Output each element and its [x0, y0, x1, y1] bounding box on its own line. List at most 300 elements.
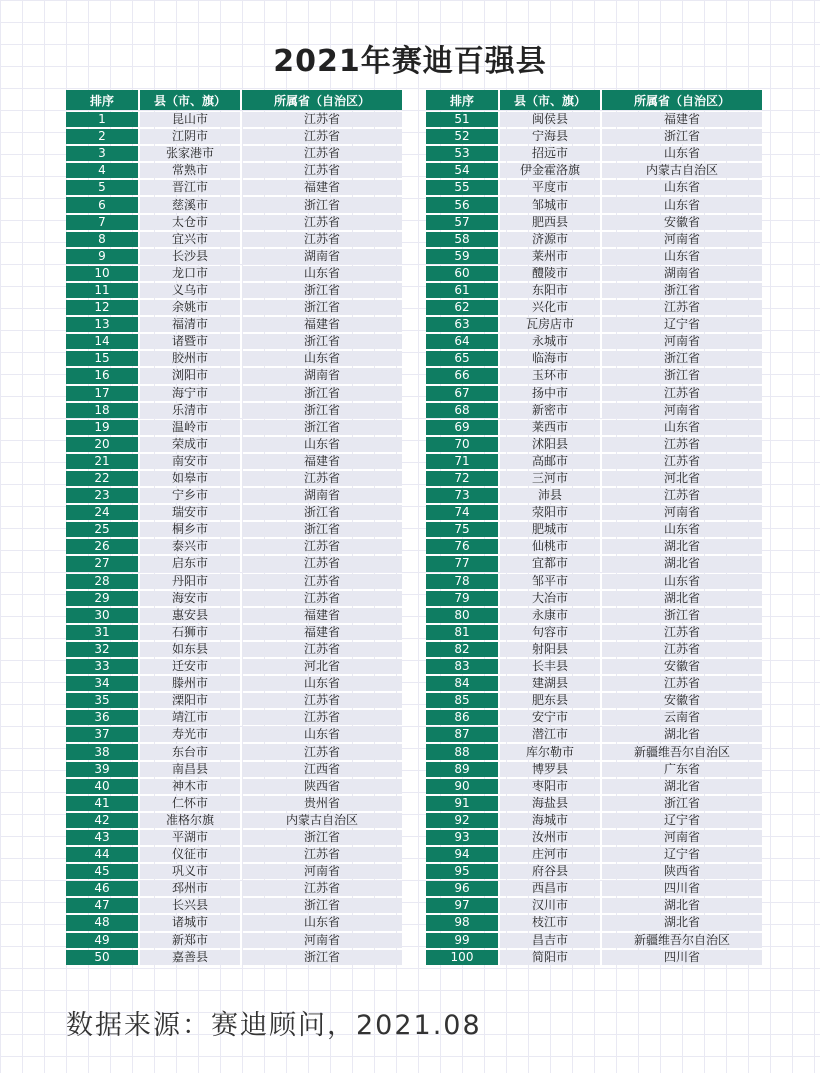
- cell-rank: 17: [66, 386, 138, 401]
- cell-rank: 35: [66, 693, 138, 708]
- cell-rank: 81: [426, 625, 498, 640]
- cell-province: 浙江省: [240, 830, 402, 845]
- cell-county: 闽侯县: [498, 112, 600, 127]
- table-row: [426, 779, 762, 794]
- header-province: 所属省（自治区）: [240, 90, 402, 110]
- cell-province: 河南省: [600, 334, 762, 349]
- cell-rank: 45: [66, 864, 138, 879]
- table-row: [426, 591, 762, 606]
- cell-rank: 89: [426, 762, 498, 777]
- cell-province: 浙江省: [240, 386, 402, 401]
- cell-county: 肥城市: [498, 522, 600, 537]
- ranking-table-right: [426, 88, 762, 967]
- cell-county: 溧阳市: [138, 693, 240, 708]
- header-rank: 排序: [66, 90, 138, 110]
- cell-province: 山东省: [600, 197, 762, 212]
- table-row: [426, 197, 762, 212]
- cell-county: 邹平市: [498, 574, 600, 589]
- cell-province: 福建省: [240, 180, 402, 195]
- cell-county: 宜都市: [498, 556, 600, 571]
- table-row: [426, 386, 762, 401]
- cell-county: 海城市: [498, 813, 600, 828]
- cell-province: 江苏省: [240, 471, 402, 486]
- cell-rank: 88: [426, 744, 498, 759]
- table-row: [426, 163, 762, 178]
- cell-county: 沛县: [498, 488, 600, 503]
- table-row: [426, 625, 762, 640]
- table-row: [426, 488, 762, 503]
- table-row: [426, 180, 762, 195]
- table-row: [66, 591, 402, 606]
- cell-county: 诸暨市: [138, 334, 240, 349]
- cell-province: 江苏省: [600, 454, 762, 469]
- table-row: [66, 403, 402, 418]
- cell-county: 昌吉市: [498, 933, 600, 948]
- cell-county: 常熟市: [138, 163, 240, 178]
- cell-rank: 72: [426, 471, 498, 486]
- cell-rank: 38: [66, 744, 138, 759]
- cell-province: 广东省: [600, 762, 762, 777]
- cell-rank: 49: [66, 933, 138, 948]
- table-row: [66, 642, 402, 657]
- cell-province: 河南省: [240, 864, 402, 879]
- cell-county: 启东市: [138, 556, 240, 571]
- cell-province: 内蒙古自治区: [240, 813, 402, 828]
- table-row: [426, 659, 762, 674]
- cell-rank: 91: [426, 796, 498, 811]
- cell-rank: 95: [426, 864, 498, 879]
- table-row: [66, 386, 402, 401]
- cell-county: 瑞安市: [138, 505, 240, 520]
- table-row: [66, 847, 402, 862]
- cell-province: 山东省: [600, 522, 762, 537]
- cell-province: 福建省: [240, 608, 402, 623]
- cell-county: 海安市: [138, 591, 240, 606]
- table-row: [426, 351, 762, 366]
- cell-rank: 82: [426, 642, 498, 657]
- cell-county: 桐乡市: [138, 522, 240, 537]
- cell-county: 福清市: [138, 317, 240, 332]
- cell-province: 浙江省: [240, 420, 402, 435]
- table-row: [426, 727, 762, 742]
- cell-province: 江苏省: [600, 488, 762, 503]
- cell-county: 新密市: [498, 403, 600, 418]
- cell-county: 泰兴市: [138, 539, 240, 554]
- cell-rank: 13: [66, 317, 138, 332]
- cell-county: 石狮市: [138, 625, 240, 640]
- table-row: [66, 762, 402, 777]
- table-row: [66, 830, 402, 845]
- cell-province: 山东省: [240, 915, 402, 930]
- table-row: [66, 215, 402, 230]
- cell-province: 山东省: [600, 249, 762, 264]
- table-row: [66, 779, 402, 794]
- cell-county: 建湖县: [498, 676, 600, 691]
- cell-province: 河南省: [600, 403, 762, 418]
- cell-county: 枣阳市: [498, 779, 600, 794]
- cell-rank: 19: [66, 420, 138, 435]
- cell-county: 临海市: [498, 351, 600, 366]
- cell-rank: 87: [426, 727, 498, 742]
- cell-province: 河北省: [240, 659, 402, 674]
- table-row: [426, 608, 762, 623]
- cell-rank: 57: [426, 215, 498, 230]
- cell-province: 浙江省: [240, 505, 402, 520]
- table-row: [66, 539, 402, 554]
- cell-rank: 5: [66, 180, 138, 195]
- table-row: [66, 574, 402, 589]
- cell-rank: 22: [66, 471, 138, 486]
- cell-rank: 37: [66, 727, 138, 742]
- cell-rank: 94: [426, 847, 498, 862]
- cell-county: 宁海县: [498, 129, 600, 144]
- cell-province: 辽宁省: [600, 813, 762, 828]
- table-row: [66, 163, 402, 178]
- cell-rank: 65: [426, 351, 498, 366]
- cell-province: 江苏省: [240, 574, 402, 589]
- cell-rank: 54: [426, 163, 498, 178]
- cell-province: 山东省: [240, 727, 402, 742]
- cell-rank: 1: [66, 112, 138, 127]
- cell-rank: 10: [66, 266, 138, 281]
- table-row: [426, 266, 762, 281]
- cell-county: 济源市: [498, 232, 600, 247]
- table-row: [66, 505, 402, 520]
- cell-rank: 69: [426, 420, 498, 435]
- cell-province: 湖南省: [240, 368, 402, 383]
- table-row: [426, 813, 762, 828]
- table-row: [426, 898, 762, 913]
- cell-province: 湖北省: [600, 898, 762, 913]
- cell-county: 乐清市: [138, 403, 240, 418]
- cell-province: 四川省: [600, 881, 762, 896]
- cell-rank: 9: [66, 249, 138, 264]
- cell-rank: 62: [426, 300, 498, 315]
- cell-province: 浙江省: [240, 950, 402, 965]
- cell-rank: 11: [66, 283, 138, 298]
- cell-rank: 83: [426, 659, 498, 674]
- table-row: [66, 898, 402, 913]
- cell-province: 浙江省: [600, 283, 762, 298]
- ranking-table-left: [66, 88, 402, 967]
- cell-rank: 34: [66, 676, 138, 691]
- cell-province: 福建省: [240, 317, 402, 332]
- cell-rank: 58: [426, 232, 498, 247]
- table-row: [66, 232, 402, 247]
- cell-county: 海盐县: [498, 796, 600, 811]
- cell-county: 靖江市: [138, 710, 240, 725]
- cell-county: 如皋市: [138, 471, 240, 486]
- cell-province: 江苏省: [600, 676, 762, 691]
- cell-rank: 39: [66, 762, 138, 777]
- cell-rank: 48: [66, 915, 138, 930]
- cell-county: 东台市: [138, 744, 240, 759]
- cell-county: 庄河市: [498, 847, 600, 862]
- cell-province: 江苏省: [600, 300, 762, 315]
- cell-province: 湖北省: [600, 539, 762, 554]
- cell-province: 河南省: [600, 232, 762, 247]
- cell-county: 南昌县: [138, 762, 240, 777]
- cell-county: 张家港市: [138, 146, 240, 161]
- table-row: [426, 471, 762, 486]
- cell-province: 安徽省: [600, 693, 762, 708]
- table-row: [426, 574, 762, 589]
- cell-county: 兴化市: [498, 300, 600, 315]
- cell-county: 宜兴市: [138, 232, 240, 247]
- table-row: [66, 454, 402, 469]
- cell-county: 仪征市: [138, 847, 240, 862]
- cell-rank: 46: [66, 881, 138, 896]
- cell-county: 嘉善县: [138, 950, 240, 965]
- source-note: 数据来源：赛迪顾问，2021.08: [66, 1010, 482, 1041]
- cell-rank: 61: [426, 283, 498, 298]
- table-row: [66, 334, 402, 349]
- cell-rank: 70: [426, 437, 498, 452]
- table-row: [66, 351, 402, 366]
- cell-county: 滕州市: [138, 676, 240, 691]
- table-row: [426, 642, 762, 657]
- table-row: [426, 454, 762, 469]
- cell-rank: 21: [66, 454, 138, 469]
- table-row: [426, 129, 762, 144]
- table-row: [426, 915, 762, 930]
- cell-rank: 71: [426, 454, 498, 469]
- table-row: [426, 830, 762, 845]
- table-row: [66, 813, 402, 828]
- cell-province: 湖南省: [600, 266, 762, 281]
- cell-province: 陕西省: [600, 864, 762, 879]
- cell-rank: 6: [66, 197, 138, 212]
- cell-county: 潜江市: [498, 727, 600, 742]
- cell-province: 山东省: [240, 351, 402, 366]
- cell-province: 江苏省: [240, 163, 402, 178]
- table-header-row: [66, 90, 402, 110]
- cell-county: 邳州市: [138, 881, 240, 896]
- cell-rank: 15: [66, 351, 138, 366]
- cell-province: 浙江省: [240, 522, 402, 537]
- cell-rank: 85: [426, 693, 498, 708]
- table-row: [426, 215, 762, 230]
- cell-rank: 56: [426, 197, 498, 212]
- cell-county: 宁乡市: [138, 488, 240, 503]
- table-row: [66, 437, 402, 452]
- cell-county: 平湖市: [138, 830, 240, 845]
- cell-county: 射阳县: [498, 642, 600, 657]
- cell-county: 汉川市: [498, 898, 600, 913]
- cell-province: 浙江省: [240, 300, 402, 315]
- cell-rank: 98: [426, 915, 498, 930]
- table-row: [426, 950, 762, 965]
- table-row: [426, 676, 762, 691]
- table-row: [66, 881, 402, 896]
- cell-province: 山东省: [240, 437, 402, 452]
- table-row: [66, 368, 402, 383]
- cell-rank: 25: [66, 522, 138, 537]
- header-province: 所属省（自治区）: [600, 90, 762, 110]
- cell-province: 湖北省: [600, 591, 762, 606]
- table-row: [426, 437, 762, 452]
- cell-rank: 52: [426, 129, 498, 144]
- cell-province: 江苏省: [240, 642, 402, 657]
- table-row: [426, 796, 762, 811]
- cell-rank: 78: [426, 574, 498, 589]
- cell-rank: 26: [66, 539, 138, 554]
- cell-county: 神木市: [138, 779, 240, 794]
- cell-county: 永城市: [498, 334, 600, 349]
- table-row: [66, 693, 402, 708]
- cell-province: 福建省: [240, 454, 402, 469]
- cell-province: 福建省: [240, 625, 402, 640]
- cell-province: 湖北省: [600, 556, 762, 571]
- cell-county: 肥西县: [498, 215, 600, 230]
- table-row: [66, 129, 402, 144]
- cell-rank: 74: [426, 505, 498, 520]
- cell-county: 枝江市: [498, 915, 600, 930]
- cell-province: 湖南省: [240, 488, 402, 503]
- cell-county: 安宁市: [498, 710, 600, 725]
- cell-province: 江苏省: [240, 215, 402, 230]
- table-row: [66, 933, 402, 948]
- cell-province: 江苏省: [240, 710, 402, 725]
- cell-rank: 28: [66, 574, 138, 589]
- table-row: [66, 420, 402, 435]
- cell-rank: 79: [426, 591, 498, 606]
- cell-county: 巩义市: [138, 864, 240, 879]
- cell-county: 胶州市: [138, 351, 240, 366]
- cell-county: 大冶市: [498, 591, 600, 606]
- cell-province: 山东省: [240, 676, 402, 691]
- cell-province: 江苏省: [240, 744, 402, 759]
- cell-county: 扬中市: [498, 386, 600, 401]
- table-row: [426, 864, 762, 879]
- cell-province: 江苏省: [240, 129, 402, 144]
- table-row: [66, 710, 402, 725]
- cell-province: 新疆维吾尔自治区: [600, 933, 762, 948]
- table-row: [66, 197, 402, 212]
- cell-rank: 93: [426, 830, 498, 845]
- cell-rank: 14: [66, 334, 138, 349]
- cell-province: 辽宁省: [600, 847, 762, 862]
- cell-province: 河北省: [600, 471, 762, 486]
- table-row: [426, 368, 762, 383]
- cell-rank: 92: [426, 813, 498, 828]
- table-row: [66, 625, 402, 640]
- table-row: [426, 693, 762, 708]
- table-row: [66, 556, 402, 571]
- table-row: [66, 608, 402, 623]
- cell-province: 江苏省: [600, 625, 762, 640]
- cell-rank: 30: [66, 608, 138, 623]
- cell-rank: 24: [66, 505, 138, 520]
- cell-rank: 55: [426, 180, 498, 195]
- table-row: [426, 881, 762, 896]
- cell-province: 浙江省: [600, 129, 762, 144]
- table-row: [426, 317, 762, 332]
- cell-rank: 27: [66, 556, 138, 571]
- cell-rank: 7: [66, 215, 138, 230]
- cell-province: 江苏省: [240, 556, 402, 571]
- cell-county: 诸城市: [138, 915, 240, 930]
- cell-province: 江苏省: [600, 386, 762, 401]
- table-row: [426, 334, 762, 349]
- cell-county: 义乌市: [138, 283, 240, 298]
- cell-rank: 97: [426, 898, 498, 913]
- cell-province: 浙江省: [600, 368, 762, 383]
- cell-province: 浙江省: [600, 796, 762, 811]
- cell-rank: 64: [426, 334, 498, 349]
- ranking-tables: [66, 88, 762, 967]
- table-row: [426, 762, 762, 777]
- cell-county: 龙口市: [138, 266, 240, 281]
- cell-province: 浙江省: [240, 334, 402, 349]
- cell-county: 三河市: [498, 471, 600, 486]
- table-row: [66, 300, 402, 315]
- cell-county: 新郑市: [138, 933, 240, 948]
- cell-rank: 96: [426, 881, 498, 896]
- table-row: [426, 403, 762, 418]
- cell-province: 江苏省: [240, 146, 402, 161]
- cell-rank: 50: [66, 950, 138, 965]
- cell-county: 伊金霍洛旗: [498, 163, 600, 178]
- cell-rank: 40: [66, 779, 138, 794]
- cell-province: 福建省: [600, 112, 762, 127]
- cell-county: 平度市: [498, 180, 600, 195]
- table-row: [426, 522, 762, 537]
- cell-rank: 66: [426, 368, 498, 383]
- cell-rank: 51: [426, 112, 498, 127]
- table-row: [66, 727, 402, 742]
- cell-province: 山东省: [600, 180, 762, 195]
- cell-county: 永康市: [498, 608, 600, 623]
- table-row: [66, 180, 402, 195]
- cell-rank: 47: [66, 898, 138, 913]
- cell-county: 海宁市: [138, 386, 240, 401]
- table-row: [66, 522, 402, 537]
- table-row: [66, 864, 402, 879]
- cell-county: 浏阳市: [138, 368, 240, 383]
- cell-province: 浙江省: [240, 898, 402, 913]
- cell-county: 沭阳县: [498, 437, 600, 452]
- cell-county: 肥东县: [498, 693, 600, 708]
- table-row: [426, 249, 762, 264]
- cell-county: 西昌市: [498, 881, 600, 896]
- table-row: [426, 232, 762, 247]
- table-row: [66, 471, 402, 486]
- cell-rank: 60: [426, 266, 498, 281]
- table-row: [426, 283, 762, 298]
- cell-rank: 16: [66, 368, 138, 383]
- cell-rank: 43: [66, 830, 138, 845]
- cell-rank: 68: [426, 403, 498, 418]
- cell-province: 江苏省: [240, 847, 402, 862]
- table-row: [66, 146, 402, 161]
- cell-province: 河南省: [600, 505, 762, 520]
- table-row: [66, 249, 402, 264]
- cell-province: 江苏省: [240, 112, 402, 127]
- table-row: [66, 112, 402, 127]
- cell-province: 内蒙古自治区: [600, 163, 762, 178]
- header-county: 县（市、旗）: [138, 90, 240, 110]
- cell-county: 府谷县: [498, 864, 600, 879]
- cell-rank: 33: [66, 659, 138, 674]
- cell-rank: 100: [426, 950, 498, 965]
- cell-province: 河南省: [240, 933, 402, 948]
- cell-county: 长兴县: [138, 898, 240, 913]
- cell-county: 玉环市: [498, 368, 600, 383]
- table-row: [66, 676, 402, 691]
- cell-province: 江苏省: [240, 881, 402, 896]
- cell-county: 如东县: [138, 642, 240, 657]
